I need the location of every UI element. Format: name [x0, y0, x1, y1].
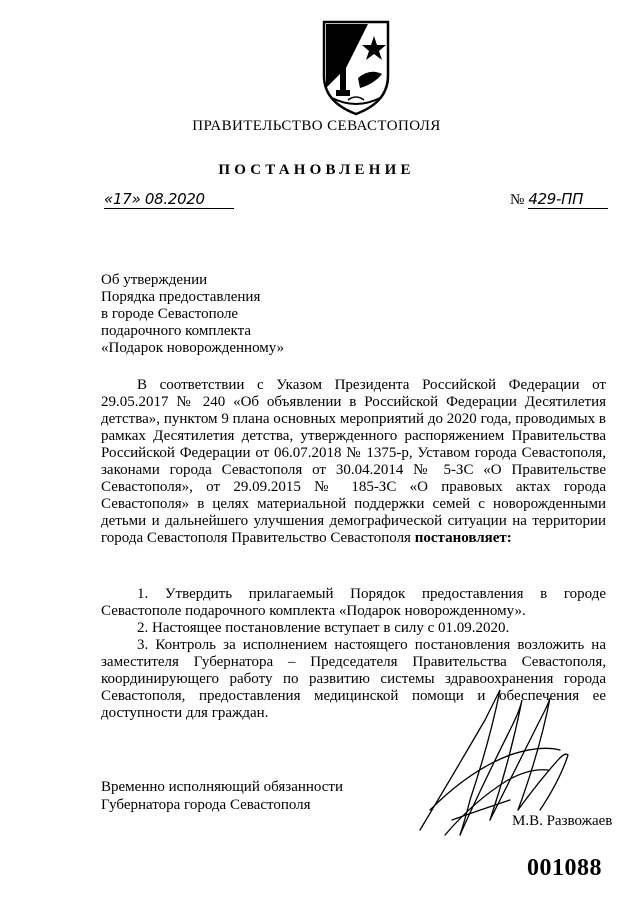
number-value: 429-ПП	[528, 190, 608, 209]
coat-of-arms-emblem	[318, 18, 394, 116]
signatory-name: М.В. Развожаев	[512, 813, 613, 829]
subject-line: подарочного комплекта	[101, 323, 251, 339]
document-subject	[101, 272, 284, 357]
document-date: «17» 08.2020	[104, 190, 234, 209]
subject-line: Порядка предоставления	[101, 289, 261, 305]
position-line: Временно исполняющий обязанности	[101, 779, 344, 795]
number-prefix: №	[510, 192, 525, 208]
preamble-text: В соответствии с Указом Президента Российской Федерации от 29.05.2017 № 240 «Об объявлении в Российской Федерации Десятилетия детства», пунктом 9 плана основных мероприятий до 2020 года, проводимых в рамках Десятилетия детства, утвержденного распоряжением Правительства Российской Федерации от 06.07.2018 № 1375-р, Уставом города Севастополя, законами города Севастополя от 30.04.2014 № 5-ЗС «О Правительстве Севастополя», от 29.09.2015 № 185-ЗС «О правовых актах города Севастополя» в целях материальной поддержки семей с новорожденными детьми и дальнейшего улучшения демографической ситуации на территории города Севастополя Правительство Севастополя	[101, 377, 606, 546]
subject-line: Об утверждении	[101, 272, 208, 288]
position-line: Губернатора города Севастополя	[101, 797, 311, 813]
preamble-paragraph	[101, 377, 606, 547]
decree-word: постановляет:	[414, 530, 512, 546]
subject-line: в городе Севастополе	[101, 306, 239, 322]
document-number	[510, 190, 618, 208]
document-type-title: ПОСТАНОВЛЕНИЕ	[218, 162, 415, 178]
serial-number: 001088	[527, 855, 602, 881]
organization-name: ПРАВИТЕЛЬСТВО СЕВАСТОПОЛЯ	[192, 118, 441, 134]
decree-item: 1. Утвердить прилагаемый Порядок предоставления в городе Севастополе подарочного комплекта «Подарок новорожденному».	[101, 586, 606, 619]
decree-item: 2. Настоящее постановление вступает в силу с 01.09.2020.	[137, 620, 510, 636]
decree-item: 3. Контроль за исполнением настоящего постановления возложить на заместителя Губернатора – Председателя Правительства Севастополя, координирующего работу по развитию системы здравоохранения города Севастополя, предоставления медицинской помощи и обеспечения ее доступности для граждан.	[101, 637, 606, 721]
signatory-position	[101, 778, 343, 814]
subject-line: «Подарок новорожденному»	[101, 340, 285, 356]
